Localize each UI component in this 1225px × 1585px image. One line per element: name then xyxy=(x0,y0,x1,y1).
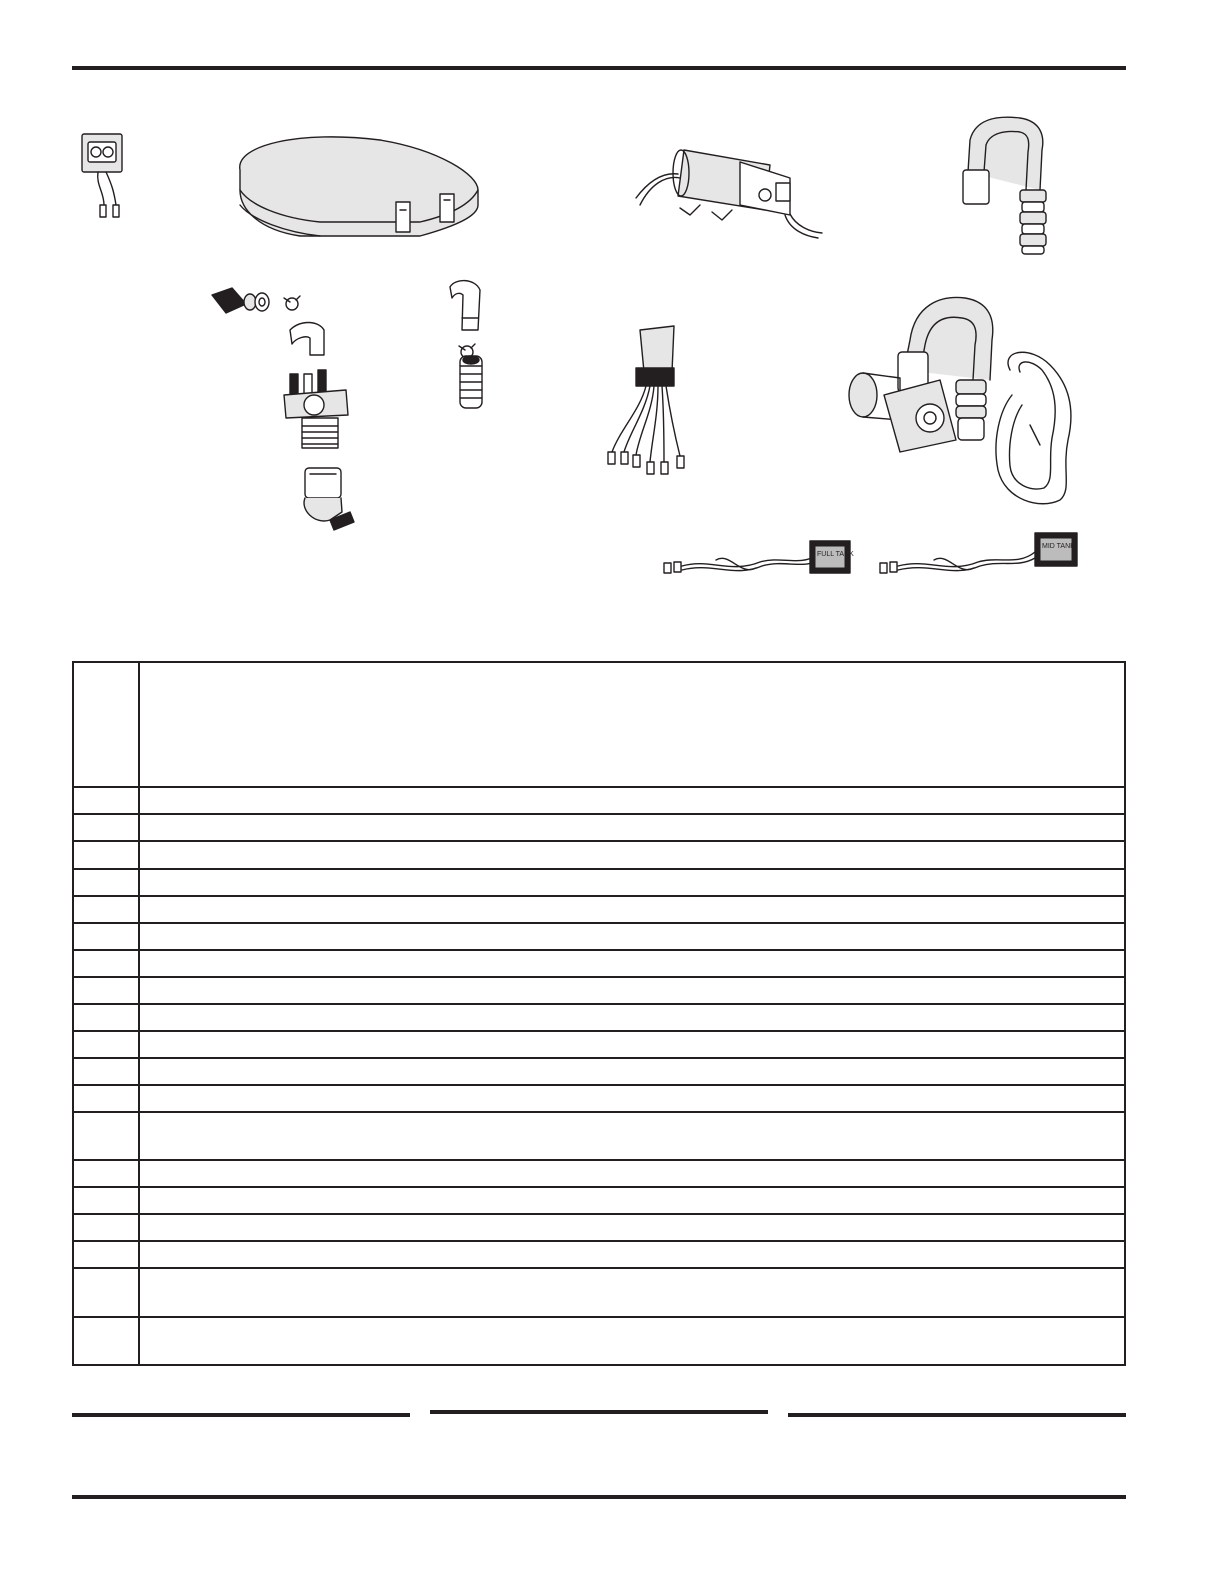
row-number-cell xyxy=(73,1268,139,1316)
row-number-cell xyxy=(73,977,139,1004)
row-number-cell xyxy=(73,814,139,841)
threaded-elbow-icon xyxy=(304,468,354,530)
row-description-cell xyxy=(139,841,1125,868)
parts-illustration xyxy=(0,0,1225,640)
table-row xyxy=(73,896,1125,923)
table-row xyxy=(73,950,1125,977)
row-number-cell xyxy=(73,896,139,923)
table-row xyxy=(73,1268,1125,1316)
table-row xyxy=(73,1058,1125,1085)
table-row xyxy=(73,977,1125,1004)
row-description-cell xyxy=(139,1085,1125,1112)
table-row xyxy=(73,841,1125,868)
row-description-cell xyxy=(139,787,1125,814)
row-description-cell xyxy=(139,1214,1125,1241)
row-number-cell xyxy=(73,1112,139,1160)
row-description-cell xyxy=(139,814,1125,841)
row-description-cell xyxy=(139,1268,1125,1316)
toilet-seat-icon xyxy=(240,137,478,236)
table-row xyxy=(73,869,1125,896)
row-number-cell xyxy=(73,1241,139,1268)
row-number-cell xyxy=(73,1160,139,1187)
row-number-cell xyxy=(73,869,139,896)
bottom-rule xyxy=(72,1495,1126,1499)
row-description-cell xyxy=(139,977,1125,1004)
pump-motor-icon xyxy=(636,150,822,238)
row-description-cell xyxy=(139,1187,1125,1214)
footer-rule-left xyxy=(72,1413,410,1417)
table-row xyxy=(73,923,1125,950)
table-header-row xyxy=(73,662,1125,787)
discharge-elbow-icon xyxy=(963,117,1046,254)
row-number-cell xyxy=(73,1031,139,1058)
table-row xyxy=(73,1160,1125,1187)
table-row xyxy=(73,1317,1125,1365)
row-description-cell xyxy=(139,1241,1125,1268)
table-row xyxy=(73,1214,1125,1241)
header-cell-number xyxy=(73,662,139,787)
header-cell-description xyxy=(139,662,1125,787)
row-description-cell xyxy=(139,1058,1125,1085)
row-description-cell xyxy=(139,1112,1125,1160)
row-number-cell xyxy=(73,841,139,868)
row-description-cell xyxy=(139,869,1125,896)
row-description-cell xyxy=(139,1160,1125,1187)
table-row xyxy=(73,1241,1125,1268)
row-description-cell xyxy=(139,1031,1125,1058)
pump-assembly-icon xyxy=(849,297,1071,503)
table-row xyxy=(73,1112,1125,1160)
row-description-cell xyxy=(139,896,1125,923)
parts-list-table xyxy=(72,661,1126,1366)
table-row xyxy=(73,1187,1125,1214)
row-number-cell xyxy=(73,1214,139,1241)
full-tank-label: FULL TANK xyxy=(817,551,854,558)
table-row xyxy=(73,1085,1125,1112)
hose-connector-icon xyxy=(460,356,482,408)
row-number-cell xyxy=(73,1317,139,1365)
row-number-cell xyxy=(73,787,139,814)
elbow-hose-icon xyxy=(290,281,480,355)
table-row xyxy=(73,814,1125,841)
footer-rule-right xyxy=(788,1413,1126,1417)
mid-tank-label: MID TANK xyxy=(1042,543,1075,550)
row-number-cell xyxy=(73,1004,139,1031)
row-number-cell xyxy=(73,1187,139,1214)
row-number-cell xyxy=(73,1085,139,1112)
row-description-cell xyxy=(139,923,1125,950)
fitting-icon xyxy=(212,288,269,313)
mid-tank-sensor-icon xyxy=(880,533,1077,573)
row-description-cell xyxy=(139,1004,1125,1031)
row-number-cell xyxy=(73,923,139,950)
row-number-cell xyxy=(73,1058,139,1085)
table-row xyxy=(73,1031,1125,1058)
switch-panel-icon xyxy=(82,134,122,217)
row-description-cell xyxy=(139,1317,1125,1365)
table-row xyxy=(73,787,1125,814)
wire-harness-icon xyxy=(608,326,684,474)
footer-rule-center xyxy=(430,1410,768,1414)
solenoid-valve-icon xyxy=(284,370,348,448)
row-description-cell xyxy=(139,950,1125,977)
row-number-cell xyxy=(73,950,139,977)
table-row xyxy=(73,1004,1125,1031)
